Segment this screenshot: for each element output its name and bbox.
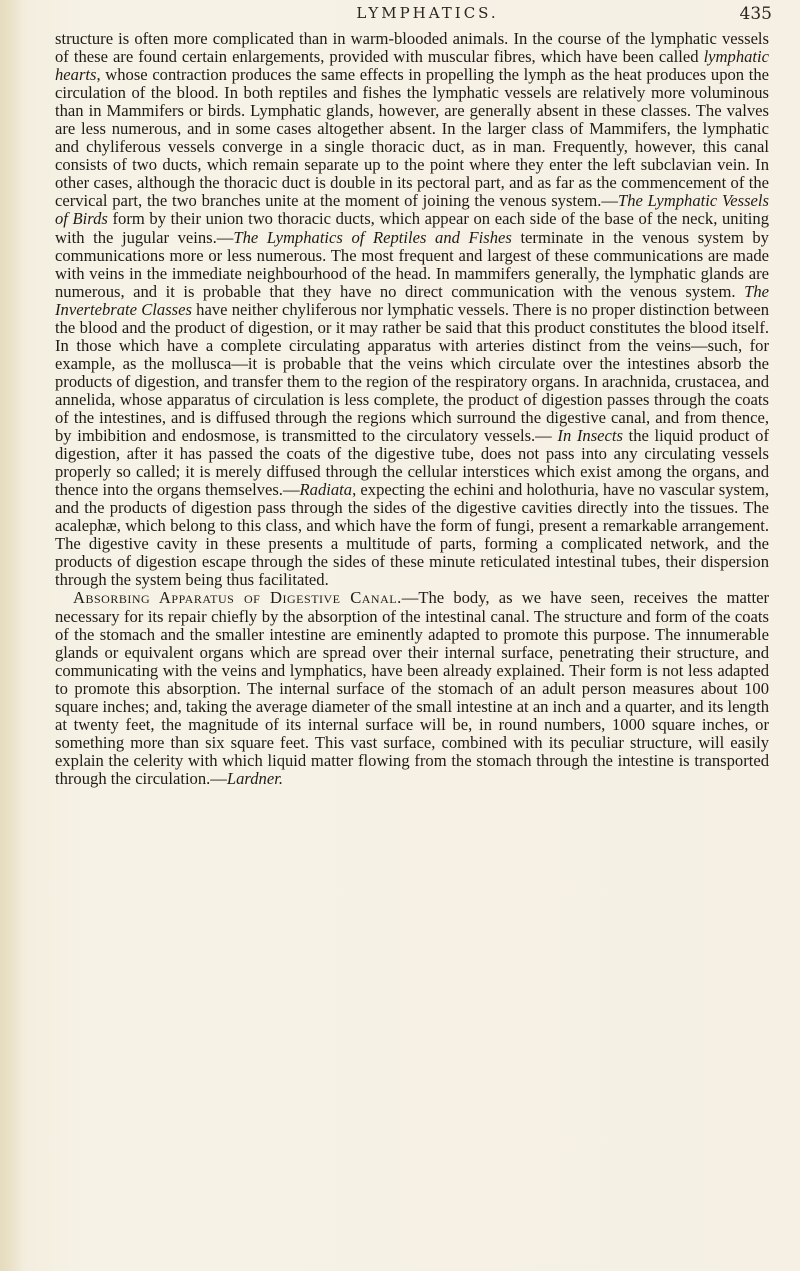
heading-birds: The Lymphatic Vessels of Birds [55,191,769,229]
section-heading-absorbing-apparatus: Absorbing Apparatus of Digestive Canal. [73,588,402,608]
body-text [55,30,769,788]
paragraph-lymphatics [55,30,769,589]
text-run: , whose contraction produces the same effects in propelling the lymph as the heat produces upon the circulation of the blood. In both reptiles and fishes the lymphatic vessels are relatively more voluminous than in Mammifers or birds. Lymphatic glands, however, are generally absent in these classes. The valves are less numerous, and in some cases altogether absent. In the larger class of Mammifers, the lymphatic and chyliferous vessels converge in a single thoracic duct, as in man. Frequently, however, this canal consists of two ducts, which remain separate up to the point where they enter the left subclavian vein. In other cases, although the thoracic duct is double in its pectoral part, and as far as the commencement of the cervical part, the two branches unite at the moment of joining the venous system.— [55,65,769,211]
running-head: LYMPHATICS. [356,4,499,22]
text-run: structure is often more complicated than in warm-blooded animals. In the course of the lymphatic vessels of these are found certain enlargements, provided with muscular fibres, which have been called [55,29,769,67]
text-run: have neither chyliferous nor lymphatic vessels. There is no proper distinction between the blood and the product of digestion, or it may rather be said that this product constitutes the blood itself. In those which have a complete circulating apparatus with arteries distinct from the veins—such, for example, as the mollusca—it is probable that the veins which circulate over the intestines absorb the products of digestion, and transfer them to the region of the respiratory organs. In arachnida, crustacea, and annelida, whose apparatus of circulation is less complete, the product of digestion passes through the coats of the intestines, and is diffused through the regions which surround the digestive canal, and from thence, by imbibition and endosmose, is transmitted to the circulatory vessels.— [55,299,769,446]
text-run: terminate in the venous system by communications more or less numerous. The most frequent and largest of these communications are made with veins in the immediate neighbourhood of the head. In mammifers generally, the lymphatic glands are numerous, and it is probable that they have no direct communication with the venous system. [55,227,769,301]
text-run: the liquid product of digestion, after it has passed the coats of the digestive tube, does not pass into any circulating vessels properly so called; it is merely diffused through the cellular interstices which exist among the organs, and thence into the organs themselves.— [55,426,769,500]
spine-shadow [0,0,22,1271]
page-header [55,4,800,30]
text-run: form by their union two thoracic ducts, which appear on each side of the base of the neck, uniting with the jugular veins.— [55,209,770,247]
paragraph-absorbing-apparatus [55,589,769,788]
heading-insects: In Insects [557,426,623,446]
heading-invertebrate: The Invertebrate Classes [55,281,769,319]
heading-reptiles-fishes: The Lymphatics of Reptiles and Fishes [233,227,512,247]
heading-radiata: Radiata [299,480,353,500]
text-run: , expecting the echini and holothuria, have no vascular system, and the products of digestion pass through the sides of the digestive cavities directly into the tissues. The acalephæ, which belong to this class, and which have the form of fungi, present a remarkable arrangement. The digestive cavity in these presents a multitude of parts, forming a complicated network, and the products of digestion escape through the sides of these minute reticulated intestinal tubes, their dispersion through the system being thus facilitated. [55,480,769,590]
page-number: 435 [739,4,772,24]
attribution: Lardner. [226,768,283,788]
text-run: —The body, as we have seen, receives the matter necessary for its repair chiefly by the absorption of the intestinal canal. The structure and form of the coats of the stomach and the smaller intestine are eminently adapted to promote this purpose. The innumerable glands or equivalent organs which are spread over their internal surface, penetrating their structure, and communicating with the veins and lymphatics, have been already explained. Their form is not less adapted to promote this absorption. The internal surface of the stomach of an adult person measures about 100 square inches; and, taking the average diameter of the small intestine at an inch and a quarter, and its length at twenty feet, the magnitude of its internal surface will be, in round numbers, 1000 square inches, or something more than six square feet. This vast surface, combined with its peculiar structure, will easily explain the celerity with which liquid matter flowing from the stomach through the intestine is transported through the circulation.— [55,588,769,788]
term-lymphatic-hearts: lymphatic hearts [55,47,769,85]
